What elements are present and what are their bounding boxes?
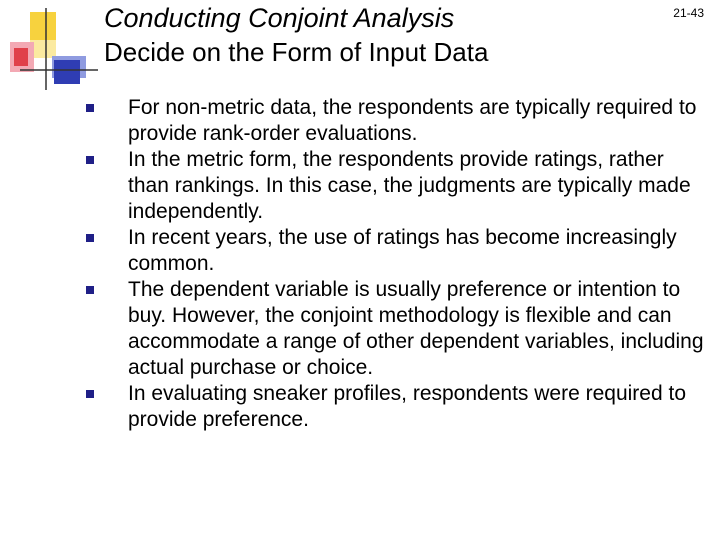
bullet-item (86, 225, 706, 277)
slide-title: Conducting Conjoint Analysis (104, 3, 455, 33)
page-number: 21-43 (673, 6, 704, 20)
logo-yellow-square (30, 12, 56, 40)
bullet-text: In the metric form, the respondents provide ratings, rather than rankings. In this case, the judgments are typically made independently. (128, 148, 691, 223)
square-bullet-icon (86, 286, 94, 294)
slide-logo-graphic (0, 0, 100, 100)
square-bullet-icon (86, 234, 94, 242)
logo-red-square (14, 48, 28, 66)
square-bullet-icon (86, 104, 94, 112)
bullet-item (86, 277, 706, 381)
bullet-list (86, 95, 706, 433)
bullet-item (86, 381, 706, 433)
square-bullet-icon (86, 390, 94, 398)
slide-subtitle: Decide on the Form of Input Data (104, 37, 489, 67)
bullet-text: In evaluating sneaker profiles, respondents were required to provide preference. (128, 382, 686, 431)
bullet-item (86, 147, 706, 225)
bullet-text: In recent years, the use of ratings has become increasingly common. (128, 226, 677, 275)
bullet-item (86, 95, 706, 147)
square-bullet-icon (86, 156, 94, 164)
bullet-text: For non-metric data, the respondents are typically required to provide rank-order evaluations. (128, 96, 697, 145)
logo-blue-square (54, 60, 80, 84)
bullet-text: The dependent variable is usually preference or intention to buy. However, the conjoint methodology is flexible and can accommodate a range of other dependent variables, including actual purchase or choice. (128, 278, 704, 379)
